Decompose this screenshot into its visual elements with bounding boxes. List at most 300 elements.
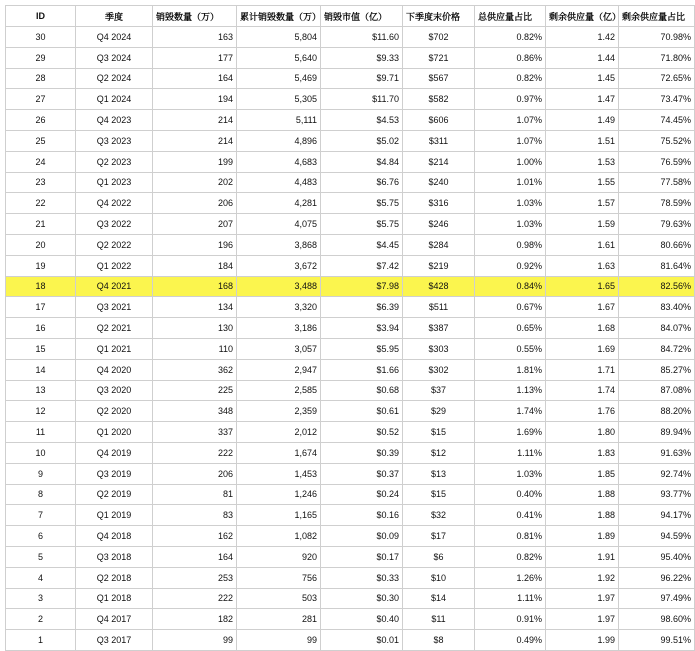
cell-id: 11	[6, 422, 76, 443]
cell-id: 17	[6, 297, 76, 318]
cell-burn-value: $1.66	[321, 359, 403, 380]
cell-burn-value: $0.16	[321, 505, 403, 526]
cell-next-quarter-price: $721	[403, 47, 475, 68]
cell-next-quarter-price: $284	[403, 234, 475, 255]
table-row	[6, 214, 695, 235]
cell-burn-amount: 207	[153, 214, 237, 235]
cell-remaining-supply: 1.92	[546, 567, 619, 588]
col-header-cumulative-burn: 累计销毁数量（万）	[237, 6, 321, 27]
table-body	[6, 27, 695, 651]
cell-supply-ratio: 0.82%	[475, 546, 546, 567]
cell-cumulative-burn: 756	[237, 567, 321, 588]
cell-quarter: Q3 2018	[76, 546, 153, 567]
cell-cumulative-burn: 5,804	[237, 27, 321, 48]
cell-remaining-supply: 1.53	[546, 151, 619, 172]
cell-burn-amount: 177	[153, 47, 237, 68]
cell-burn-value: $0.24	[321, 484, 403, 505]
table-row	[6, 609, 695, 630]
cell-next-quarter-price: $428	[403, 276, 475, 297]
cell-remaining-ratio: 79.63%	[619, 214, 695, 235]
cell-supply-ratio: 0.81%	[475, 526, 546, 547]
cell-quarter: Q1 2021	[76, 338, 153, 359]
cell-burn-value: $5.75	[321, 193, 403, 214]
cell-cumulative-burn: 4,075	[237, 214, 321, 235]
cell-remaining-ratio: 99.51%	[619, 630, 695, 651]
cell-next-quarter-price: $6	[403, 546, 475, 567]
cell-next-quarter-price: $13	[403, 463, 475, 484]
cell-burn-amount: 196	[153, 234, 237, 255]
cell-next-quarter-price: $15	[403, 484, 475, 505]
cell-burn-value: $11.60	[321, 27, 403, 48]
cell-id: 1	[6, 630, 76, 651]
cell-id: 7	[6, 505, 76, 526]
cell-next-quarter-price: $387	[403, 318, 475, 339]
cell-remaining-supply: 1.85	[546, 463, 619, 484]
cell-quarter: Q2 2023	[76, 151, 153, 172]
cell-supply-ratio: 1.74%	[475, 401, 546, 422]
table-row	[6, 567, 695, 588]
table-header-row	[6, 6, 695, 27]
cell-burn-value: $7.42	[321, 255, 403, 276]
cell-quarter: Q1 2020	[76, 422, 153, 443]
cell-id: 8	[6, 484, 76, 505]
cell-quarter: Q4 2019	[76, 442, 153, 463]
cell-cumulative-burn: 2,359	[237, 401, 321, 422]
cell-id: 13	[6, 380, 76, 401]
table-row	[6, 172, 695, 193]
cell-burn-amount: 206	[153, 193, 237, 214]
table-row-highlighted	[6, 276, 695, 297]
cell-supply-ratio: 0.40%	[475, 484, 546, 505]
cell-burn-amount: 222	[153, 588, 237, 609]
cell-burn-amount: 134	[153, 297, 237, 318]
col-header-burn-value: 销毁市值（亿）	[321, 6, 403, 27]
cell-quarter: Q4 2022	[76, 193, 153, 214]
cell-burn-value: $9.33	[321, 47, 403, 68]
cell-id: 14	[6, 359, 76, 380]
cell-supply-ratio: 1.03%	[475, 193, 546, 214]
cell-remaining-supply: 1.42	[546, 27, 619, 48]
table-row	[6, 297, 695, 318]
cell-remaining-supply: 1.88	[546, 505, 619, 526]
table-row	[6, 380, 695, 401]
cell-remaining-ratio: 95.40%	[619, 546, 695, 567]
cell-next-quarter-price: $567	[403, 68, 475, 89]
cell-burn-amount: 225	[153, 380, 237, 401]
cell-cumulative-burn: 2,012	[237, 422, 321, 443]
cell-burn-amount: 162	[153, 526, 237, 547]
cell-cumulative-burn: 4,281	[237, 193, 321, 214]
cell-remaining-ratio: 72.65%	[619, 68, 695, 89]
cell-supply-ratio: 1.13%	[475, 380, 546, 401]
cell-burn-amount: 337	[153, 422, 237, 443]
cell-id: 12	[6, 401, 76, 422]
cell-remaining-ratio: 87.08%	[619, 380, 695, 401]
cell-burn-amount: 222	[153, 442, 237, 463]
cell-burn-amount: 163	[153, 27, 237, 48]
cell-cumulative-burn: 4,683	[237, 151, 321, 172]
cell-remaining-supply: 1.83	[546, 442, 619, 463]
cell-next-quarter-price: $246	[403, 214, 475, 235]
table-row	[6, 151, 695, 172]
table-row	[6, 588, 695, 609]
cell-remaining-ratio: 89.94%	[619, 422, 695, 443]
cell-remaining-ratio: 76.59%	[619, 151, 695, 172]
cell-cumulative-burn: 5,305	[237, 89, 321, 110]
cell-id: 29	[6, 47, 76, 68]
cell-next-quarter-price: $37	[403, 380, 475, 401]
cell-next-quarter-price: $606	[403, 110, 475, 131]
cell-burn-value: $5.75	[321, 214, 403, 235]
cell-burn-value: $0.39	[321, 442, 403, 463]
cell-remaining-supply: 1.47	[546, 89, 619, 110]
cell-burn-amount: 81	[153, 484, 237, 505]
cell-supply-ratio: 1.03%	[475, 214, 546, 235]
cell-remaining-supply: 1.63	[546, 255, 619, 276]
cell-remaining-supply: 1.45	[546, 68, 619, 89]
cell-cumulative-burn: 3,488	[237, 276, 321, 297]
cell-burn-amount: 253	[153, 567, 237, 588]
cell-remaining-supply: 1.57	[546, 193, 619, 214]
cell-burn-amount: 214	[153, 110, 237, 131]
cell-burn-value: $0.01	[321, 630, 403, 651]
cell-burn-value: $0.52	[321, 422, 403, 443]
cell-quarter: Q2 2020	[76, 401, 153, 422]
cell-cumulative-burn: 1,082	[237, 526, 321, 547]
cell-remaining-supply: 1.65	[546, 276, 619, 297]
cell-supply-ratio: 0.98%	[475, 234, 546, 255]
cell-remaining-ratio: 73.47%	[619, 89, 695, 110]
cell-burn-value: $6.76	[321, 172, 403, 193]
cell-id: 22	[6, 193, 76, 214]
cell-remaining-ratio: 98.60%	[619, 609, 695, 630]
cell-quarter: Q4 2020	[76, 359, 153, 380]
cell-remaining-ratio: 85.27%	[619, 359, 695, 380]
cell-remaining-supply: 1.55	[546, 172, 619, 193]
cell-cumulative-burn: 2,947	[237, 359, 321, 380]
cell-quarter: Q3 2023	[76, 130, 153, 151]
cell-remaining-ratio: 97.49%	[619, 588, 695, 609]
cell-cumulative-burn: 920	[237, 546, 321, 567]
cell-next-quarter-price: $511	[403, 297, 475, 318]
cell-supply-ratio: 0.84%	[475, 276, 546, 297]
cell-supply-ratio: 1.01%	[475, 172, 546, 193]
cell-burn-value: $7.98	[321, 276, 403, 297]
table-row	[6, 484, 695, 505]
cell-next-quarter-price: $240	[403, 172, 475, 193]
cell-quarter: Q1 2024	[76, 89, 153, 110]
table-row	[6, 130, 695, 151]
cell-remaining-supply: 1.61	[546, 234, 619, 255]
cell-id: 15	[6, 338, 76, 359]
cell-next-quarter-price: $12	[403, 442, 475, 463]
cell-burn-amount: 168	[153, 276, 237, 297]
cell-remaining-ratio: 93.77%	[619, 484, 695, 505]
cell-next-quarter-price: $302	[403, 359, 475, 380]
cell-id: 3	[6, 588, 76, 609]
cell-supply-ratio: 0.92%	[475, 255, 546, 276]
cell-next-quarter-price: $15	[403, 422, 475, 443]
cell-burn-value: $0.37	[321, 463, 403, 484]
cell-cumulative-burn: 1,453	[237, 463, 321, 484]
cell-remaining-ratio: 70.98%	[619, 27, 695, 48]
cell-supply-ratio: 0.82%	[475, 68, 546, 89]
cell-burn-value: $4.84	[321, 151, 403, 172]
cell-remaining-ratio: 96.22%	[619, 567, 695, 588]
cell-cumulative-burn: 5,469	[237, 68, 321, 89]
cell-quarter: Q3 2019	[76, 463, 153, 484]
cell-next-quarter-price: $582	[403, 89, 475, 110]
cell-quarter: Q3 2017	[76, 630, 153, 651]
cell-cumulative-burn: 1,165	[237, 505, 321, 526]
table-row	[6, 359, 695, 380]
cell-supply-ratio: 0.82%	[475, 27, 546, 48]
cell-supply-ratio: 0.86%	[475, 47, 546, 68]
cell-supply-ratio: 0.49%	[475, 630, 546, 651]
cell-burn-value: $11.70	[321, 89, 403, 110]
cell-quarter: Q3 2020	[76, 380, 153, 401]
cell-burn-amount: 164	[153, 546, 237, 567]
cell-quarter: Q1 2022	[76, 255, 153, 276]
cell-remaining-supply: 1.69	[546, 338, 619, 359]
cell-supply-ratio: 1.69%	[475, 422, 546, 443]
cell-burn-amount: 214	[153, 130, 237, 151]
cell-supply-ratio: 0.97%	[475, 89, 546, 110]
cell-quarter: Q4 2018	[76, 526, 153, 547]
cell-quarter: Q4 2017	[76, 609, 153, 630]
cell-quarter: Q2 2022	[76, 234, 153, 255]
cell-burn-value: $0.33	[321, 567, 403, 588]
cell-burn-amount: 202	[153, 172, 237, 193]
col-header-supply-ratio: 总供应量占比	[475, 6, 546, 27]
cell-next-quarter-price: $29	[403, 401, 475, 422]
cell-cumulative-burn: 1,674	[237, 442, 321, 463]
cell-quarter: Q2 2019	[76, 484, 153, 505]
cell-quarter: Q4 2023	[76, 110, 153, 131]
table-row	[6, 89, 695, 110]
table-row	[6, 27, 695, 48]
cell-cumulative-burn: 3,186	[237, 318, 321, 339]
table-row	[6, 318, 695, 339]
cell-cumulative-burn: 99	[237, 630, 321, 651]
burn-data-table	[5, 5, 695, 651]
cell-remaining-supply: 1.76	[546, 401, 619, 422]
cell-quarter: Q2 2024	[76, 68, 153, 89]
cell-next-quarter-price: $10	[403, 567, 475, 588]
cell-remaining-supply: 1.51	[546, 130, 619, 151]
cell-cumulative-burn: 3,057	[237, 338, 321, 359]
cell-cumulative-burn: 281	[237, 609, 321, 630]
cell-next-quarter-price: $14	[403, 588, 475, 609]
cell-next-quarter-price: $219	[403, 255, 475, 276]
cell-id: 2	[6, 609, 76, 630]
cell-id: 5	[6, 546, 76, 567]
cell-next-quarter-price: $17	[403, 526, 475, 547]
cell-id: 18	[6, 276, 76, 297]
cell-remaining-supply: 1.44	[546, 47, 619, 68]
cell-remaining-ratio: 94.59%	[619, 526, 695, 547]
cell-burn-value: $6.39	[321, 297, 403, 318]
cell-id: 21	[6, 214, 76, 235]
cell-burn-amount: 206	[153, 463, 237, 484]
table-row	[6, 401, 695, 422]
cell-remaining-ratio: 88.20%	[619, 401, 695, 422]
col-header-id: ID	[6, 6, 76, 27]
col-header-quarter: 季度	[76, 6, 153, 27]
cell-remaining-ratio: 75.52%	[619, 130, 695, 151]
cell-id: 27	[6, 89, 76, 110]
col-header-remaining-supply: 剩余供应量（亿）	[546, 6, 619, 27]
table-row	[6, 193, 695, 214]
table-row	[6, 422, 695, 443]
cell-burn-amount: 130	[153, 318, 237, 339]
cell-remaining-ratio: 83.40%	[619, 297, 695, 318]
cell-cumulative-burn: 5,640	[237, 47, 321, 68]
cell-remaining-ratio: 71.80%	[619, 47, 695, 68]
cell-burn-value: $5.02	[321, 130, 403, 151]
cell-remaining-ratio: 74.45%	[619, 110, 695, 131]
table-row	[6, 505, 695, 526]
cell-burn-value: $5.95	[321, 338, 403, 359]
cell-burn-value: $0.09	[321, 526, 403, 547]
cell-burn-amount: 199	[153, 151, 237, 172]
cell-burn-amount: 164	[153, 68, 237, 89]
cell-quarter: Q4 2024	[76, 27, 153, 48]
cell-remaining-supply: 1.67	[546, 297, 619, 318]
cell-burn-amount: 362	[153, 359, 237, 380]
cell-id: 20	[6, 234, 76, 255]
cell-burn-amount: 99	[153, 630, 237, 651]
cell-burn-amount: 348	[153, 401, 237, 422]
cell-remaining-ratio: 92.74%	[619, 463, 695, 484]
cell-remaining-ratio: 84.72%	[619, 338, 695, 359]
cell-id: 25	[6, 130, 76, 151]
cell-quarter: Q4 2021	[76, 276, 153, 297]
cell-burn-value: $4.45	[321, 234, 403, 255]
cell-quarter: Q1 2019	[76, 505, 153, 526]
cell-remaining-ratio: 81.64%	[619, 255, 695, 276]
cell-quarter: Q2 2021	[76, 318, 153, 339]
table-row	[6, 47, 695, 68]
cell-supply-ratio: 0.55%	[475, 338, 546, 359]
col-header-burn-amount: 销毁数量（万）	[153, 6, 237, 27]
cell-burn-value: $4.53	[321, 110, 403, 131]
cell-cumulative-burn: 5,111	[237, 110, 321, 131]
cell-burn-value: $0.17	[321, 546, 403, 567]
cell-remaining-supply: 1.97	[546, 609, 619, 630]
cell-supply-ratio: 1.81%	[475, 359, 546, 380]
cell-cumulative-burn: 2,585	[237, 380, 321, 401]
cell-next-quarter-price: $303	[403, 338, 475, 359]
table-row	[6, 526, 695, 547]
cell-quarter: Q2 2018	[76, 567, 153, 588]
cell-quarter: Q3 2021	[76, 297, 153, 318]
cell-burn-amount: 83	[153, 505, 237, 526]
col-header-remaining-ratio: 剩余供应量占比	[619, 6, 695, 27]
table-row	[6, 442, 695, 463]
cell-supply-ratio: 0.67%	[475, 297, 546, 318]
cell-id: 4	[6, 567, 76, 588]
cell-cumulative-burn: 3,672	[237, 255, 321, 276]
cell-supply-ratio: 1.00%	[475, 151, 546, 172]
cell-burn-amount: 182	[153, 609, 237, 630]
cell-remaining-supply: 1.68	[546, 318, 619, 339]
cell-remaining-ratio: 94.17%	[619, 505, 695, 526]
cell-supply-ratio: 0.91%	[475, 609, 546, 630]
cell-id: 9	[6, 463, 76, 484]
cell-supply-ratio: 1.07%	[475, 130, 546, 151]
cell-remaining-ratio: 80.66%	[619, 234, 695, 255]
cell-remaining-supply: 1.89	[546, 526, 619, 547]
cell-next-quarter-price: $8	[403, 630, 475, 651]
cell-remaining-supply: 1.91	[546, 546, 619, 567]
cell-id: 24	[6, 151, 76, 172]
cell-quarter: Q1 2018	[76, 588, 153, 609]
cell-supply-ratio: 1.03%	[475, 463, 546, 484]
cell-next-quarter-price: $702	[403, 27, 475, 48]
cell-next-quarter-price: $316	[403, 193, 475, 214]
cell-supply-ratio: 1.07%	[475, 110, 546, 131]
cell-id: 23	[6, 172, 76, 193]
cell-burn-value: $0.68	[321, 380, 403, 401]
cell-id: 6	[6, 526, 76, 547]
cell-id: 10	[6, 442, 76, 463]
table-row	[6, 630, 695, 651]
cell-id: 19	[6, 255, 76, 276]
table-row	[6, 463, 695, 484]
cell-burn-value: $9.71	[321, 68, 403, 89]
cell-cumulative-burn: 3,868	[237, 234, 321, 255]
cell-remaining-ratio: 84.07%	[619, 318, 695, 339]
cell-burn-amount: 184	[153, 255, 237, 276]
cell-quarter: Q1 2023	[76, 172, 153, 193]
cell-remaining-supply: 1.97	[546, 588, 619, 609]
cell-remaining-supply: 1.74	[546, 380, 619, 401]
cell-remaining-ratio: 78.59%	[619, 193, 695, 214]
cell-supply-ratio: 0.65%	[475, 318, 546, 339]
cell-id: 26	[6, 110, 76, 131]
cell-burn-value: $0.61	[321, 401, 403, 422]
cell-burn-amount: 194	[153, 89, 237, 110]
cell-id: 28	[6, 68, 76, 89]
cell-cumulative-burn: 3,320	[237, 297, 321, 318]
cell-quarter: Q3 2022	[76, 214, 153, 235]
cell-remaining-supply: 1.71	[546, 359, 619, 380]
table-row	[6, 110, 695, 131]
cell-remaining-supply: 1.59	[546, 214, 619, 235]
cell-cumulative-burn: 1,246	[237, 484, 321, 505]
table-row	[6, 338, 695, 359]
cell-cumulative-burn: 4,483	[237, 172, 321, 193]
cell-cumulative-burn: 503	[237, 588, 321, 609]
cell-burn-value: $0.40	[321, 609, 403, 630]
cell-supply-ratio: 1.11%	[475, 588, 546, 609]
table-row	[6, 68, 695, 89]
cell-cumulative-burn: 4,896	[237, 130, 321, 151]
cell-id: 16	[6, 318, 76, 339]
table-row	[6, 234, 695, 255]
table-row	[6, 546, 695, 567]
cell-remaining-supply: 1.49	[546, 110, 619, 131]
cell-supply-ratio: 1.26%	[475, 567, 546, 588]
cell-next-quarter-price: $32	[403, 505, 475, 526]
col-header-next-quarter-price: 下季度末价格	[403, 6, 475, 27]
cell-next-quarter-price: $311	[403, 130, 475, 151]
cell-supply-ratio: 1.11%	[475, 442, 546, 463]
cell-burn-value: $3.94	[321, 318, 403, 339]
cell-remaining-ratio: 77.58%	[619, 172, 695, 193]
cell-supply-ratio: 0.41%	[475, 505, 546, 526]
